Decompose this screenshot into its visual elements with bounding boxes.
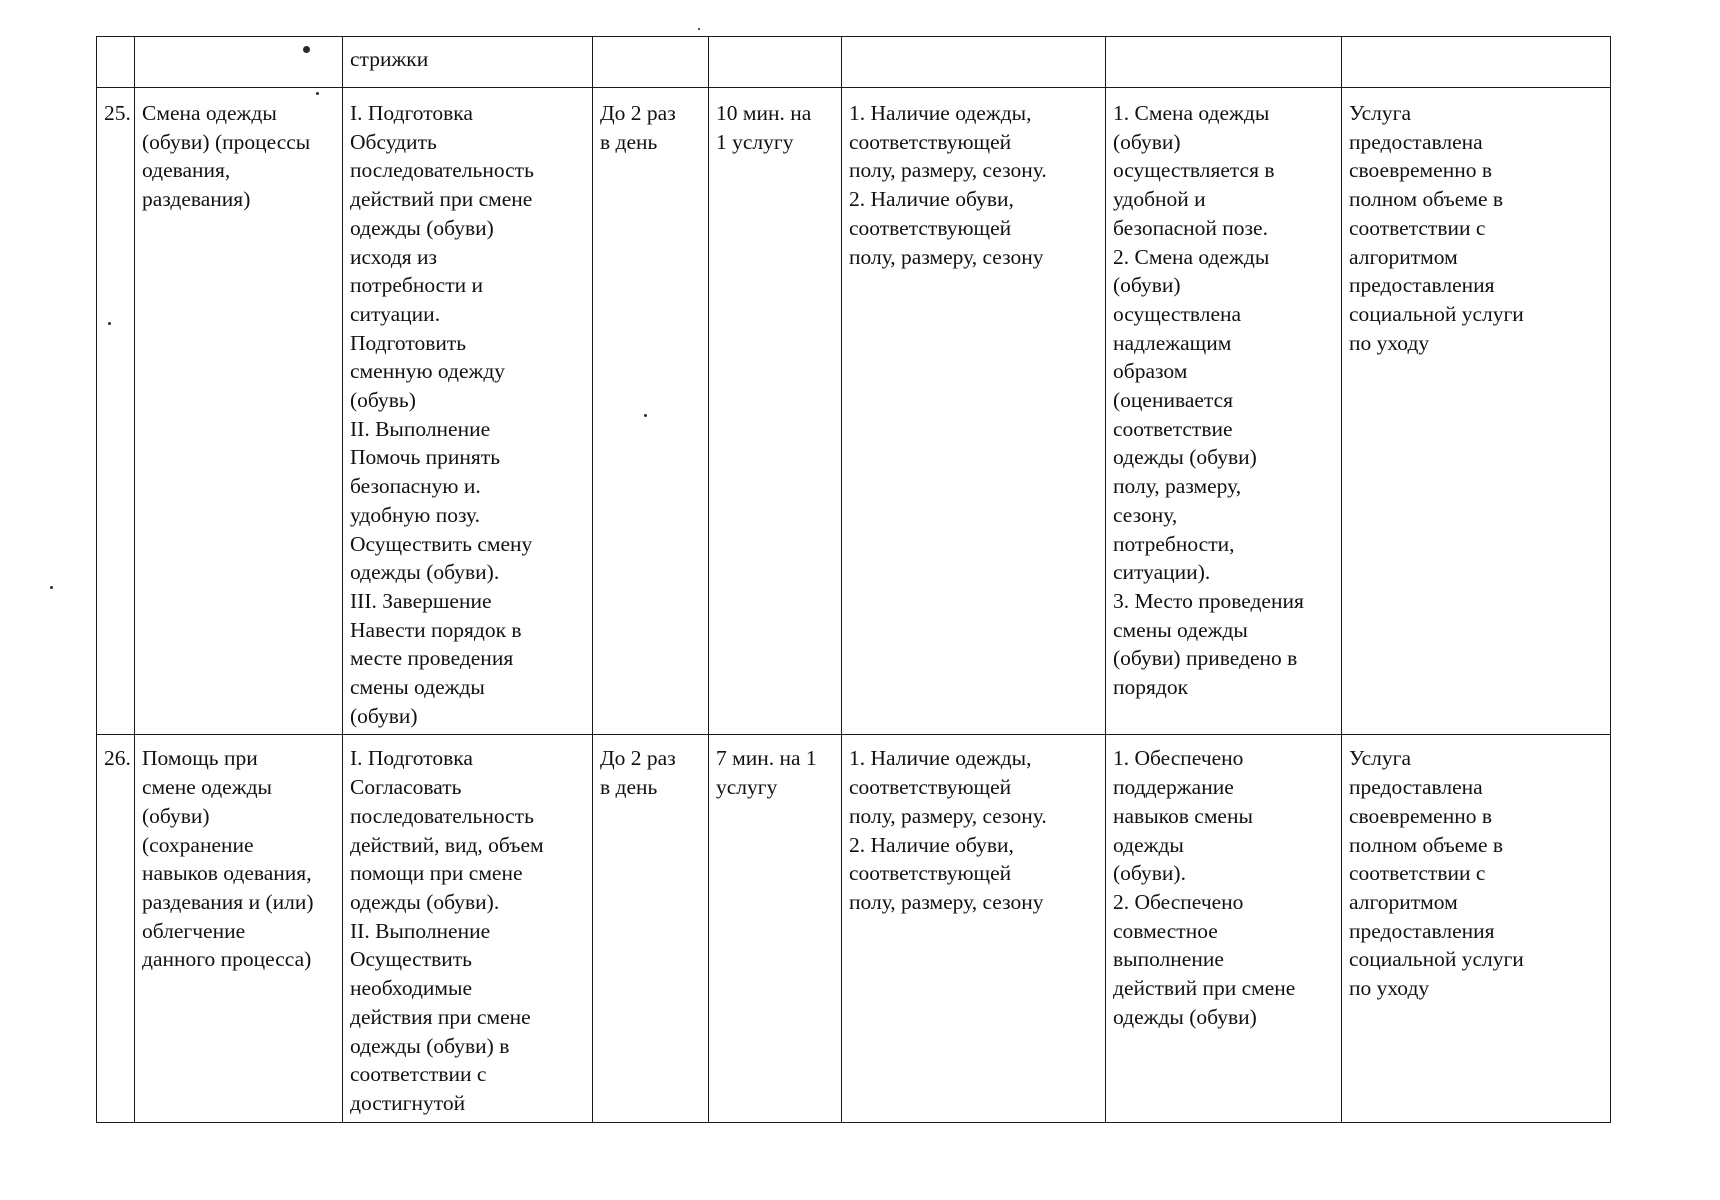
cell-frequency — [593, 37, 709, 88]
cell-number: 26. — [97, 735, 135, 1122]
cell-duration — [709, 37, 842, 88]
scan-speck — [108, 322, 111, 325]
scan-speck — [698, 28, 700, 30]
table-row — [97, 88, 1611, 735]
cell-service-name: Смена одежды (обуви) (процессы одевания, раздевания) — [135, 88, 343, 735]
cell-frequency: До 2 раз в день — [593, 735, 709, 1122]
table-row-continuation — [97, 37, 1611, 88]
cell-evaluation: Услуга предоставлена своевременно в полном объеме в соответствии с алгоритмом предоставления социальной услуги по уходу — [1342, 735, 1611, 1122]
cell-duration: 10 мин. на 1 услугу — [709, 88, 842, 735]
cell-service-description: стрижки — [343, 37, 593, 88]
cell-service-description: I. Подготовка Согласовать последовательность действий, вид, объем помощи при смене одежды (обуви). II. Выполнение Осуществить необходимые действия при смене одежды (обуви) в соответствии с достигнутой — [343, 735, 593, 1122]
cell-evaluation — [1342, 37, 1611, 88]
cell-quality-indicators: 1. Обеспечено поддержание навыков смены одежды (обуви). 2. Обеспечено совместное выполнение действий при смене одежды (обуви) — [1106, 735, 1342, 1122]
scan-speck — [644, 414, 647, 417]
table-row — [97, 735, 1611, 1122]
cell-conditions: 1. Наличие одежды, соответствующей полу, размеру, сезону. 2. Наличие обуви, соответствующей полу, размеру, сезону — [842, 735, 1106, 1122]
cell-frequency: До 2 раз в день — [593, 88, 709, 735]
cell-service-name: Помощь при смене одежды (обуви) (сохранение навыков одевания, раздевания и (или) облегчение данного процесса) — [135, 735, 343, 1122]
cell-service-description: I. Подготовка Обсудить последовательность действий при смене одежды (обуви) исходя из потребности и ситуации. Подготовить сменную одежду (обувь) II. Выполнение Помочь принять безопасную и. удобную позу. Осуществить смену одежды (обуви). III. Завершение Навести порядок в месте проведения смены одежды (обуви) — [343, 88, 593, 735]
cell-conditions: 1. Наличие одежды, соответствующей полу, размеру, сезону. 2. Наличие обуви, соответствующей полу, размеру, сезону — [842, 88, 1106, 735]
cell-number — [97, 37, 135, 88]
cell-evaluation: Услуга предоставлена своевременно в полном объеме в соответствии с алгоритмом предоставления социальной услуги по уходу — [1342, 88, 1611, 735]
scan-speck — [316, 92, 319, 95]
cell-quality-indicators — [1106, 37, 1342, 88]
scan-speck — [50, 586, 53, 589]
cell-conditions — [842, 37, 1106, 88]
cell-quality-indicators: 1. Смена одежды (обуви) осуществляется в удобной и безопасной позе. 2. Смена одежды (обуви) осуществлена надлежащим образом (оценивается соответствие одежды (обуви) полу, размеру, сезону, потребности, ситуации). 3. Место проведения смены одежды (обуви) приведено в порядок — [1106, 88, 1342, 735]
scan-speck — [303, 46, 310, 53]
services-table — [96, 36, 1611, 1123]
cell-duration: 7 мин. на 1 услугу — [709, 735, 842, 1122]
cell-service-name — [135, 37, 343, 88]
cell-number: 25. — [97, 88, 135, 735]
